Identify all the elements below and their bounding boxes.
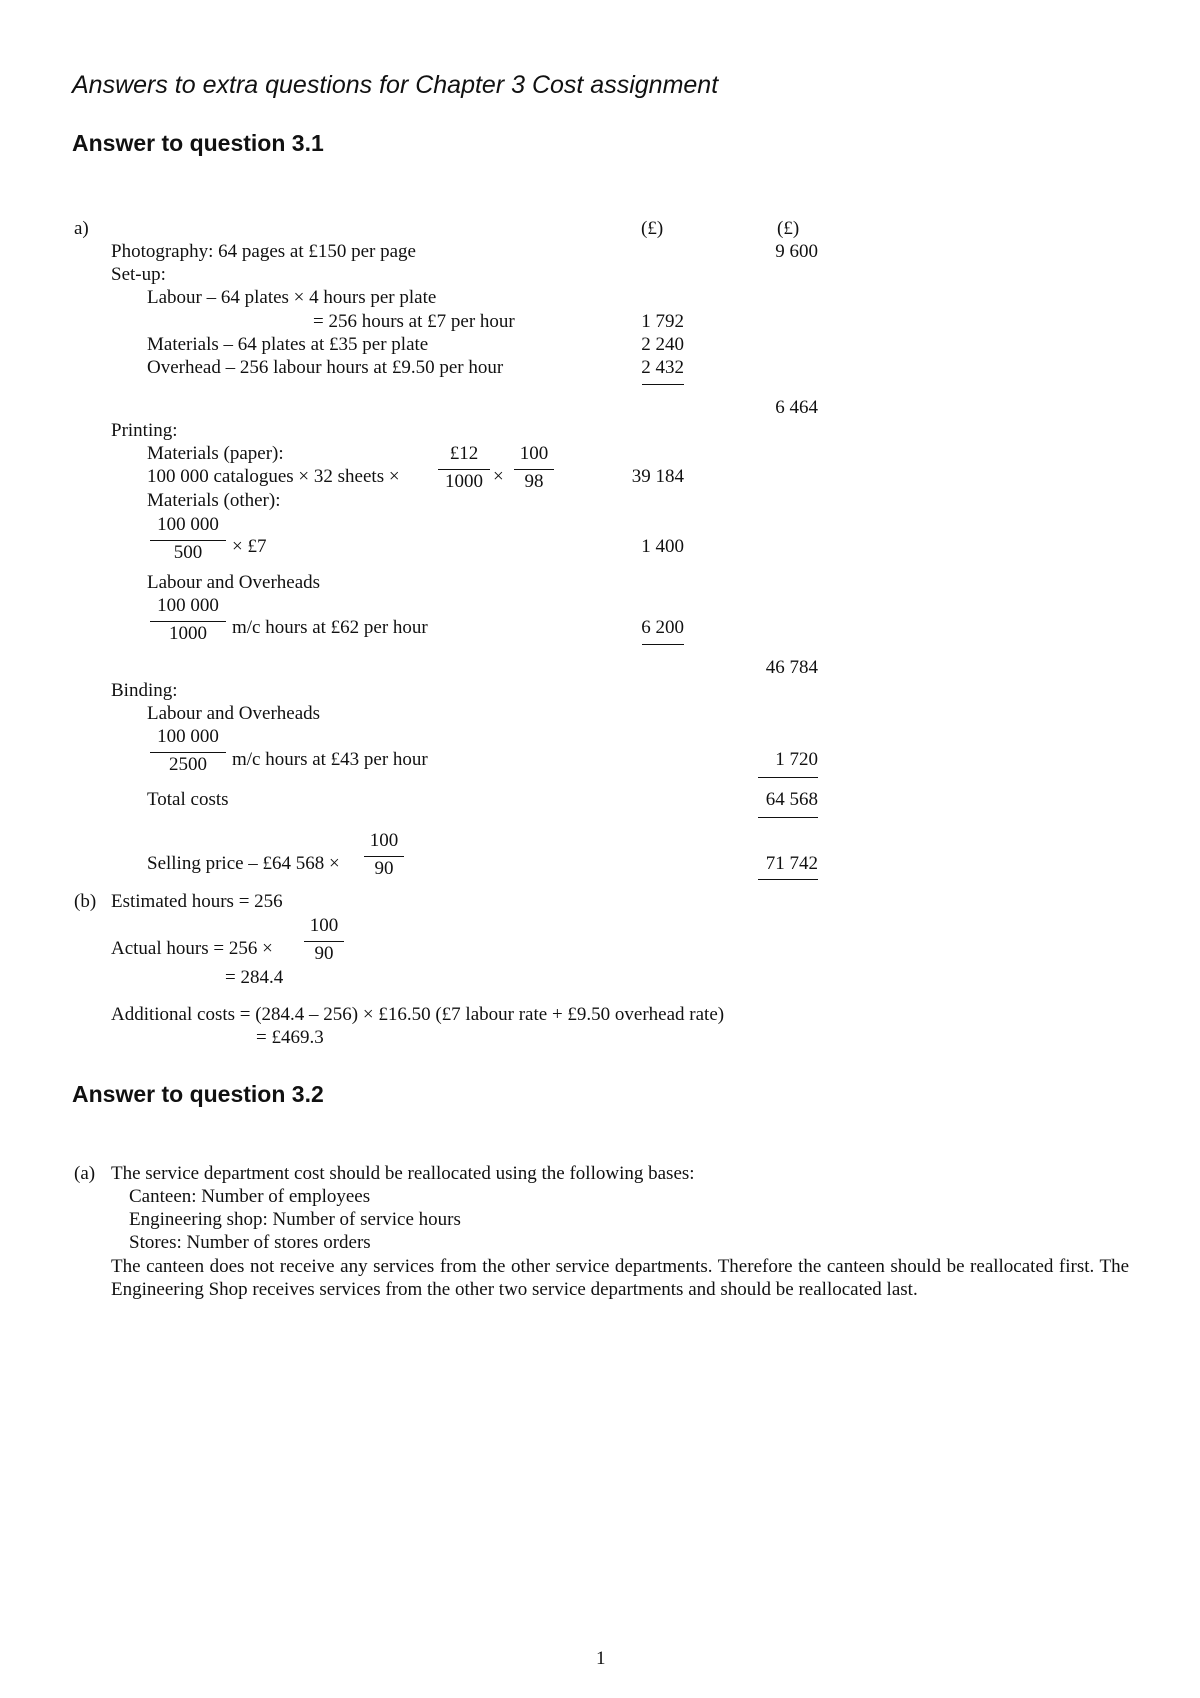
setup-label: Set-up: <box>111 264 166 285</box>
page-number: 1 <box>596 1648 606 1669</box>
setup-subtotal-rule <box>642 384 684 385</box>
fraction-bar <box>438 469 490 470</box>
setup-materials-line: Materials – 64 plates at £35 per plate <box>147 334 429 355</box>
fraction-denominator: 2500 <box>169 754 207 775</box>
selling-price-rule <box>758 879 818 880</box>
actual-hours-fraction <box>304 915 344 967</box>
other-calc-text: × £7 <box>232 536 267 557</box>
part-a-label: a) <box>74 218 89 239</box>
basis-engineering-shop: Engineering shop: Number of service hours <box>129 1209 461 1230</box>
section-heading-3-2: Answer to question 3.2 <box>72 1081 324 1107</box>
fraction-numerator: 100 000 <box>157 514 219 535</box>
materials-other-label: Materials (other): <box>147 490 281 511</box>
setup-labour-value: 1 792 <box>641 311 684 332</box>
fraction-numerator: 100 000 <box>157 726 219 747</box>
fraction-denominator: 1000 <box>169 623 207 644</box>
page-title: Answers to extra questions for Chapter 3 Cost assignment <box>72 71 719 99</box>
binding-calc-text: m/c hours at £43 per hour <box>232 749 428 770</box>
selling-price-text: Selling price – £64 568 × <box>147 853 340 874</box>
printing-fraction <box>150 595 226 647</box>
fraction-numerator: 100 <box>369 830 399 851</box>
paper-value: 39 184 <box>631 466 684 487</box>
column-header-2: (£) <box>777 218 800 239</box>
paper-calc-text: 100 000 catalogues × 32 sheets × <box>147 466 400 487</box>
photography-total: 9 600 <box>775 241 818 262</box>
fraction-bar <box>150 621 226 622</box>
setup-materials-value: 2 240 <box>641 334 684 355</box>
printing-subtotal-rule <box>642 644 684 645</box>
section-heading-3-1: Answer to question 3.1 <box>72 130 324 156</box>
setup-overhead-value: 2 432 <box>641 357 684 378</box>
setup-labour-line-1: Labour – 64 plates × 4 hours per plate <box>147 287 437 308</box>
binding-fraction <box>150 726 226 778</box>
paper-fraction-2 <box>514 443 554 495</box>
paper-fraction-1 <box>438 443 490 495</box>
q32-part-a-label: (a) <box>74 1163 96 1184</box>
q32-intro: The service department cost should be reallocated using the following bases: <box>111 1163 695 1184</box>
materials-paper-label: Materials (paper): <box>147 443 284 464</box>
printing-labour-overheads-label: Labour and Overheads <box>147 572 321 593</box>
total-costs-value: 64 568 <box>765 789 818 810</box>
setup-overhead-line: Overhead – 256 labour hours at £9.50 per hour <box>147 357 504 378</box>
fraction-bar <box>150 540 226 541</box>
printing-calc-text: m/c hours at £62 per hour <box>232 617 428 638</box>
binding-labour-overheads-label: Labour and Overheads <box>147 703 321 724</box>
additional-costs-result: = £469.3 <box>256 1027 324 1048</box>
selling-price-value: 71 742 <box>765 853 818 874</box>
fraction-numerator: £12 <box>449 443 479 464</box>
fraction-denominator: 98 <box>524 471 544 492</box>
fraction-bar <box>150 752 226 753</box>
other-value: 1 400 <box>641 536 684 557</box>
basis-canteen: Canteen: Number of employees <box>129 1186 371 1207</box>
basis-stores: Stores: Number of stores orders <box>129 1232 371 1253</box>
fraction-denominator: 90 <box>314 943 334 964</box>
part-b-label: (b) <box>74 891 97 912</box>
fraction-bar <box>514 469 554 470</box>
setup-labour-line-2: = 256 hours at £7 per hour <box>313 311 515 332</box>
printing-value: 6 200 <box>641 617 684 638</box>
fraction-numerator: 100 <box>519 443 549 464</box>
q32-paragraph: The canteen does not receive any services from the other service departments. Therefore the canteen should be reallocated first. The Engineering Shop receives services from the other two service departments and should be reallocated last. <box>111 1256 1129 1301</box>
additional-costs: Additional costs = (284.4 – 256) × £16.50 (£7 labour rate + £9.50 overhead rate) <box>111 1004 725 1025</box>
fraction-denominator: 90 <box>374 858 394 879</box>
actual-hours-result: = 284.4 <box>225 967 284 988</box>
fraction-denominator: 500 <box>173 542 203 563</box>
other-fraction <box>150 514 226 566</box>
fraction-numerator: 100 000 <box>157 595 219 616</box>
binding-total: 1 720 <box>775 749 818 770</box>
estimated-hours: Estimated hours = 256 <box>111 891 283 912</box>
times-symbol: × <box>493 466 504 487</box>
selling-fraction <box>364 830 404 882</box>
photography-line: Photography: 64 pages at £150 per page <box>111 241 416 262</box>
binding-label: Binding: <box>111 680 178 701</box>
column-header-1: (£) <box>641 218 664 239</box>
total-costs-rule <box>758 817 818 818</box>
printing-label: Printing: <box>111 420 178 441</box>
printing-total: 46 784 <box>765 657 818 678</box>
setup-total: 6 464 <box>775 397 818 418</box>
total-costs-label: Total costs <box>147 789 229 810</box>
fraction-numerator: 100 <box>309 915 339 936</box>
fraction-bar <box>364 856 404 857</box>
fraction-denominator: 1000 <box>445 471 483 492</box>
actual-hours-text: Actual hours = 256 × <box>111 938 273 959</box>
binding-rule <box>758 777 818 778</box>
fraction-bar <box>304 941 344 942</box>
